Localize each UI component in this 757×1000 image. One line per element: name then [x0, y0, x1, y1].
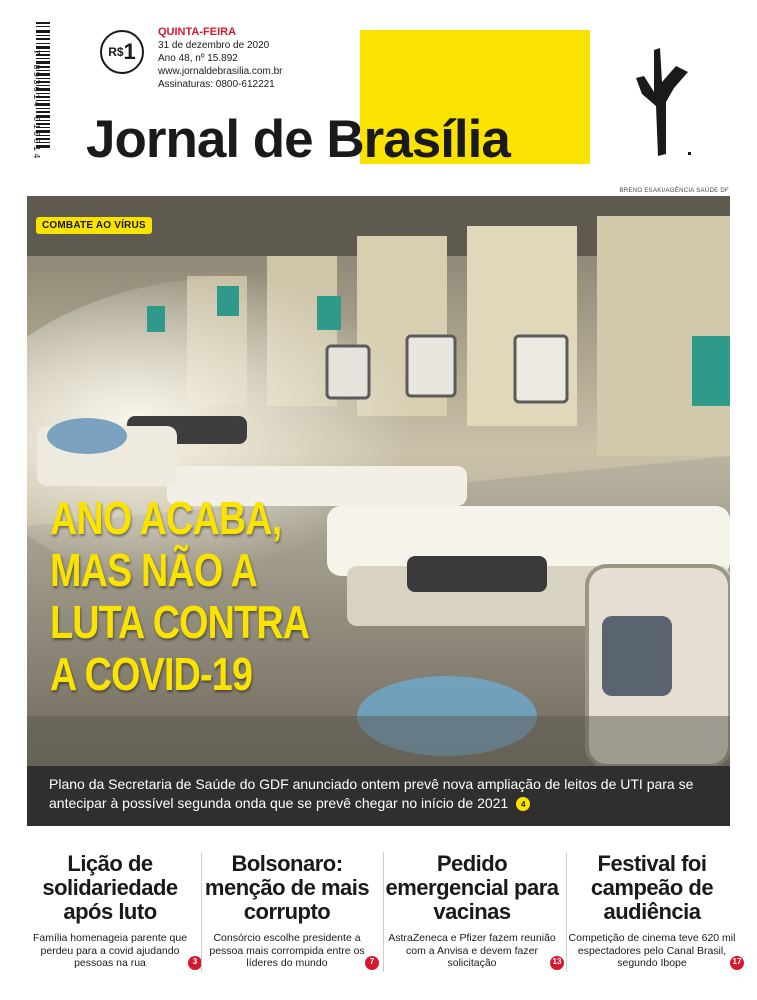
price-value: 1 — [123, 39, 136, 64]
main-headline — [50, 492, 411, 700]
story-title: Lição de solidariedade após luto — [42, 851, 178, 924]
story-title: Pedido emergencial para vacinas — [385, 851, 559, 924]
lead-deck — [27, 766, 730, 826]
headline-line: ANO ACABA, — [50, 492, 282, 544]
subscription-phone: Assinaturas: 0800-612221 — [158, 79, 275, 90]
story-summary — [20, 932, 200, 970]
story-summary-text: Competição de cinema teve 620 mil espectadores pelo Canal Brasil, segundo Ibope — [568, 932, 736, 969]
issue-date: 31 de dezembro de 2020 — [158, 40, 270, 51]
headline-line: A COVID-19 — [50, 648, 253, 700]
weekday: QUINTA-FEIRA — [158, 26, 237, 38]
edition-number: Ano 48, nº 15.892 — [158, 53, 238, 64]
tree-mascot-icon — [628, 42, 698, 162]
deck-text: Plano da Secretaria de Saúde do GDF anunciado ontem prevê nova ampliação de leitos de UTI para se antecipar à possível segunda onda que se prevê chegar no início de 2021 — [49, 776, 694, 811]
story-card[interactable] — [562, 852, 742, 970]
story-title: Bolsonaro: menção de mais corrupto — [204, 851, 370, 924]
page-reference-badge[interactable]: 3 — [188, 956, 202, 970]
barcode — [16, 22, 50, 161]
logo-text-jornal: Jornal de — [86, 110, 327, 169]
story-summary — [382, 932, 562, 970]
story-summary — [562, 932, 742, 970]
page-reference-badge[interactable]: 13 — [550, 956, 564, 970]
edition-info — [158, 26, 283, 91]
page-reference-badge[interactable]: 4 — [516, 797, 530, 811]
logo-text-brasilia: Brasília — [326, 110, 510, 169]
price-badge — [100, 30, 144, 74]
story-title: Festival foi campeão de audiência — [590, 851, 714, 924]
headline-line: LUTA CONTRA — [50, 596, 310, 648]
website-link[interactable]: www.jornaldebrasilia.com.br — [158, 66, 283, 77]
story-summary-text: AstraZeneca e Pfizer fazem reunião com a Anvisa e devem fazer solicitação — [388, 932, 556, 969]
story-card[interactable] — [197, 852, 377, 970]
story-card[interactable] — [382, 852, 562, 970]
story-summary — [197, 932, 377, 970]
price-currency: R$ — [108, 45, 124, 59]
story-card[interactable] — [20, 852, 200, 970]
story-summary-text: Família homenageia parente que perdeu para a covid ajudando pessoas na rua — [32, 932, 188, 969]
page-reference-badge[interactable]: 7 — [365, 956, 379, 970]
story-summary-text: Consórcio escolhe presidente a pessoa mais corrompida entre os líderes do mundo — [209, 932, 365, 969]
section-tag: COMBATE AO VÍRUS — [36, 217, 152, 234]
barcode-digits: 7 893614 010014 — [31, 49, 41, 161]
photo-credit: BRENO ESAKI/AGÊNCIA SAÚDE DF — [619, 188, 729, 194]
newspaper-logo — [86, 110, 510, 170]
page-reference-badge[interactable]: 17 — [730, 956, 744, 970]
headline-line: MAS NÃO A — [50, 544, 258, 596]
